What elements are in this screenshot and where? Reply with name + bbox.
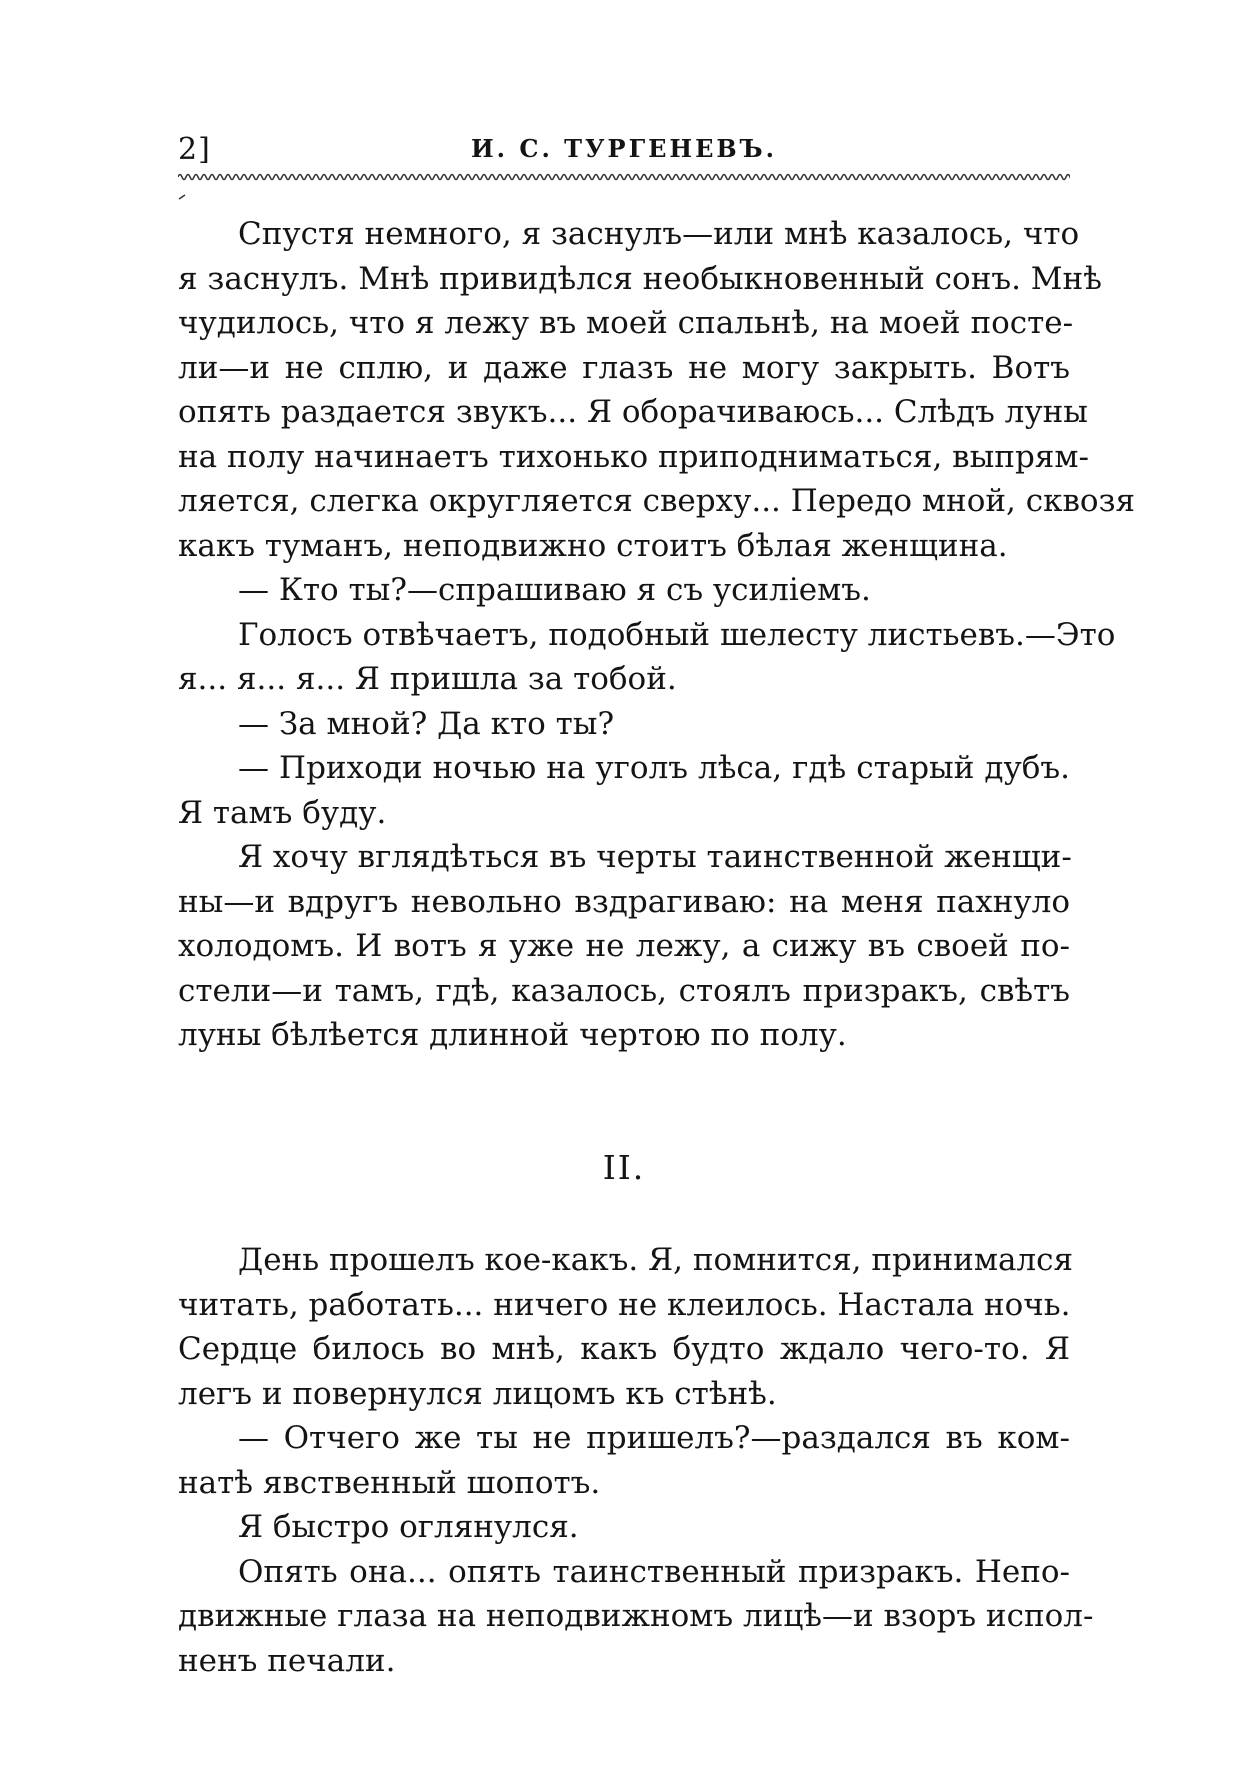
text-line: Спустя немного, я заснулъ—или мнѣ казалось, что xyxy=(238,216,1080,252)
text-line: чудилось, что я лежу въ моей спальнѣ, на моей посте- xyxy=(178,305,1074,341)
text-line: какъ туманъ, неподвижно стоитъ бѣлая женщина. xyxy=(178,527,1008,564)
text-line: луны бѣлѣется длинной чертою по полу. xyxy=(178,1017,847,1053)
paragraphs-section-2 xyxy=(178,1238,1094,1683)
text-line: Я тамъ буду. xyxy=(178,794,387,831)
text-line: движные глаза на неподвижномъ лицѣ—и взоръ испол- xyxy=(178,1598,1094,1634)
running-title: И. С. ТУРГЕНЕВЪ. xyxy=(470,134,777,163)
dialogue-line: — За мной? Да кто ты? xyxy=(238,705,615,742)
text-line: День прошелъ кое-какъ. Я, помнится, принимался xyxy=(238,1242,1074,1278)
text-line: ны—и вдругъ невольно вздрагиваю: на меня пахнуло xyxy=(178,883,1070,920)
text-line: холодомъ. И вотъ я уже не лежу, а сижу въ своей по- xyxy=(178,928,1070,964)
section-heading: II. xyxy=(602,1148,646,1187)
text-line: опять раздается звукъ... Я оборачиваюсь... Слѣдъ луны xyxy=(178,394,1088,430)
text-line: ненъ печали. xyxy=(178,1642,396,1679)
text-line: ляется, слегка округляется сверху... Передо мной, сквозя xyxy=(178,483,1136,519)
dialogue-line: — Приходи ночью на уголъ лѣса, гдѣ старый дубъ. xyxy=(238,750,1070,786)
text-line: Опять она... опять таинственный призракъ. Непо- xyxy=(238,1553,1070,1590)
text-line: натѣ явственный шопотъ. xyxy=(178,1464,601,1501)
text-line: на полу начинаетъ тихонько приподниматься, выпрям- xyxy=(178,438,1089,475)
text-line: Голосъ отвѣчаетъ, подобный шелесту листьевъ.—Это xyxy=(238,616,1116,653)
text-line: я... я... я... Я пришла за тобой. xyxy=(178,661,677,697)
text-line: ли—и не сплю, и даже глазъ не могу закрыть. Вотъ xyxy=(178,349,1070,386)
stray-ink-mark xyxy=(178,194,186,200)
text-line: Сердце билось во мнѣ, какъ будто ждало чего-то. Я xyxy=(178,1331,1070,1367)
dialogue-line: — Кто ты?—спрашиваю я съ усиліемъ. xyxy=(238,572,871,608)
wavy-header-rule xyxy=(178,170,1070,184)
text-line: я заснулъ. Мнѣ привидѣлся необыкновенный сонъ. Мнѣ xyxy=(178,260,1102,297)
text-line: Я быстро оглянулся. xyxy=(238,1509,579,1545)
text-line: легъ и повернулся лицомъ къ стѣнѣ. xyxy=(178,1375,777,1412)
dialogue-line: — Отчего же ты не пришелъ?—раздался въ ком- xyxy=(238,1420,1070,1456)
text-line: читать, работать... ничего не клеилось. Настала ночь. xyxy=(178,1286,1071,1323)
paragraphs-section-1 xyxy=(178,212,1136,1058)
text-line: стели—и тамъ, гдѣ, казалось, стоялъ призракъ, свѣтъ xyxy=(178,972,1070,1009)
page-number: 2] xyxy=(178,132,211,167)
text-line: Я хочу вглядѣться въ черты таинственной женщи- xyxy=(238,839,1072,875)
running-header xyxy=(178,128,1070,168)
